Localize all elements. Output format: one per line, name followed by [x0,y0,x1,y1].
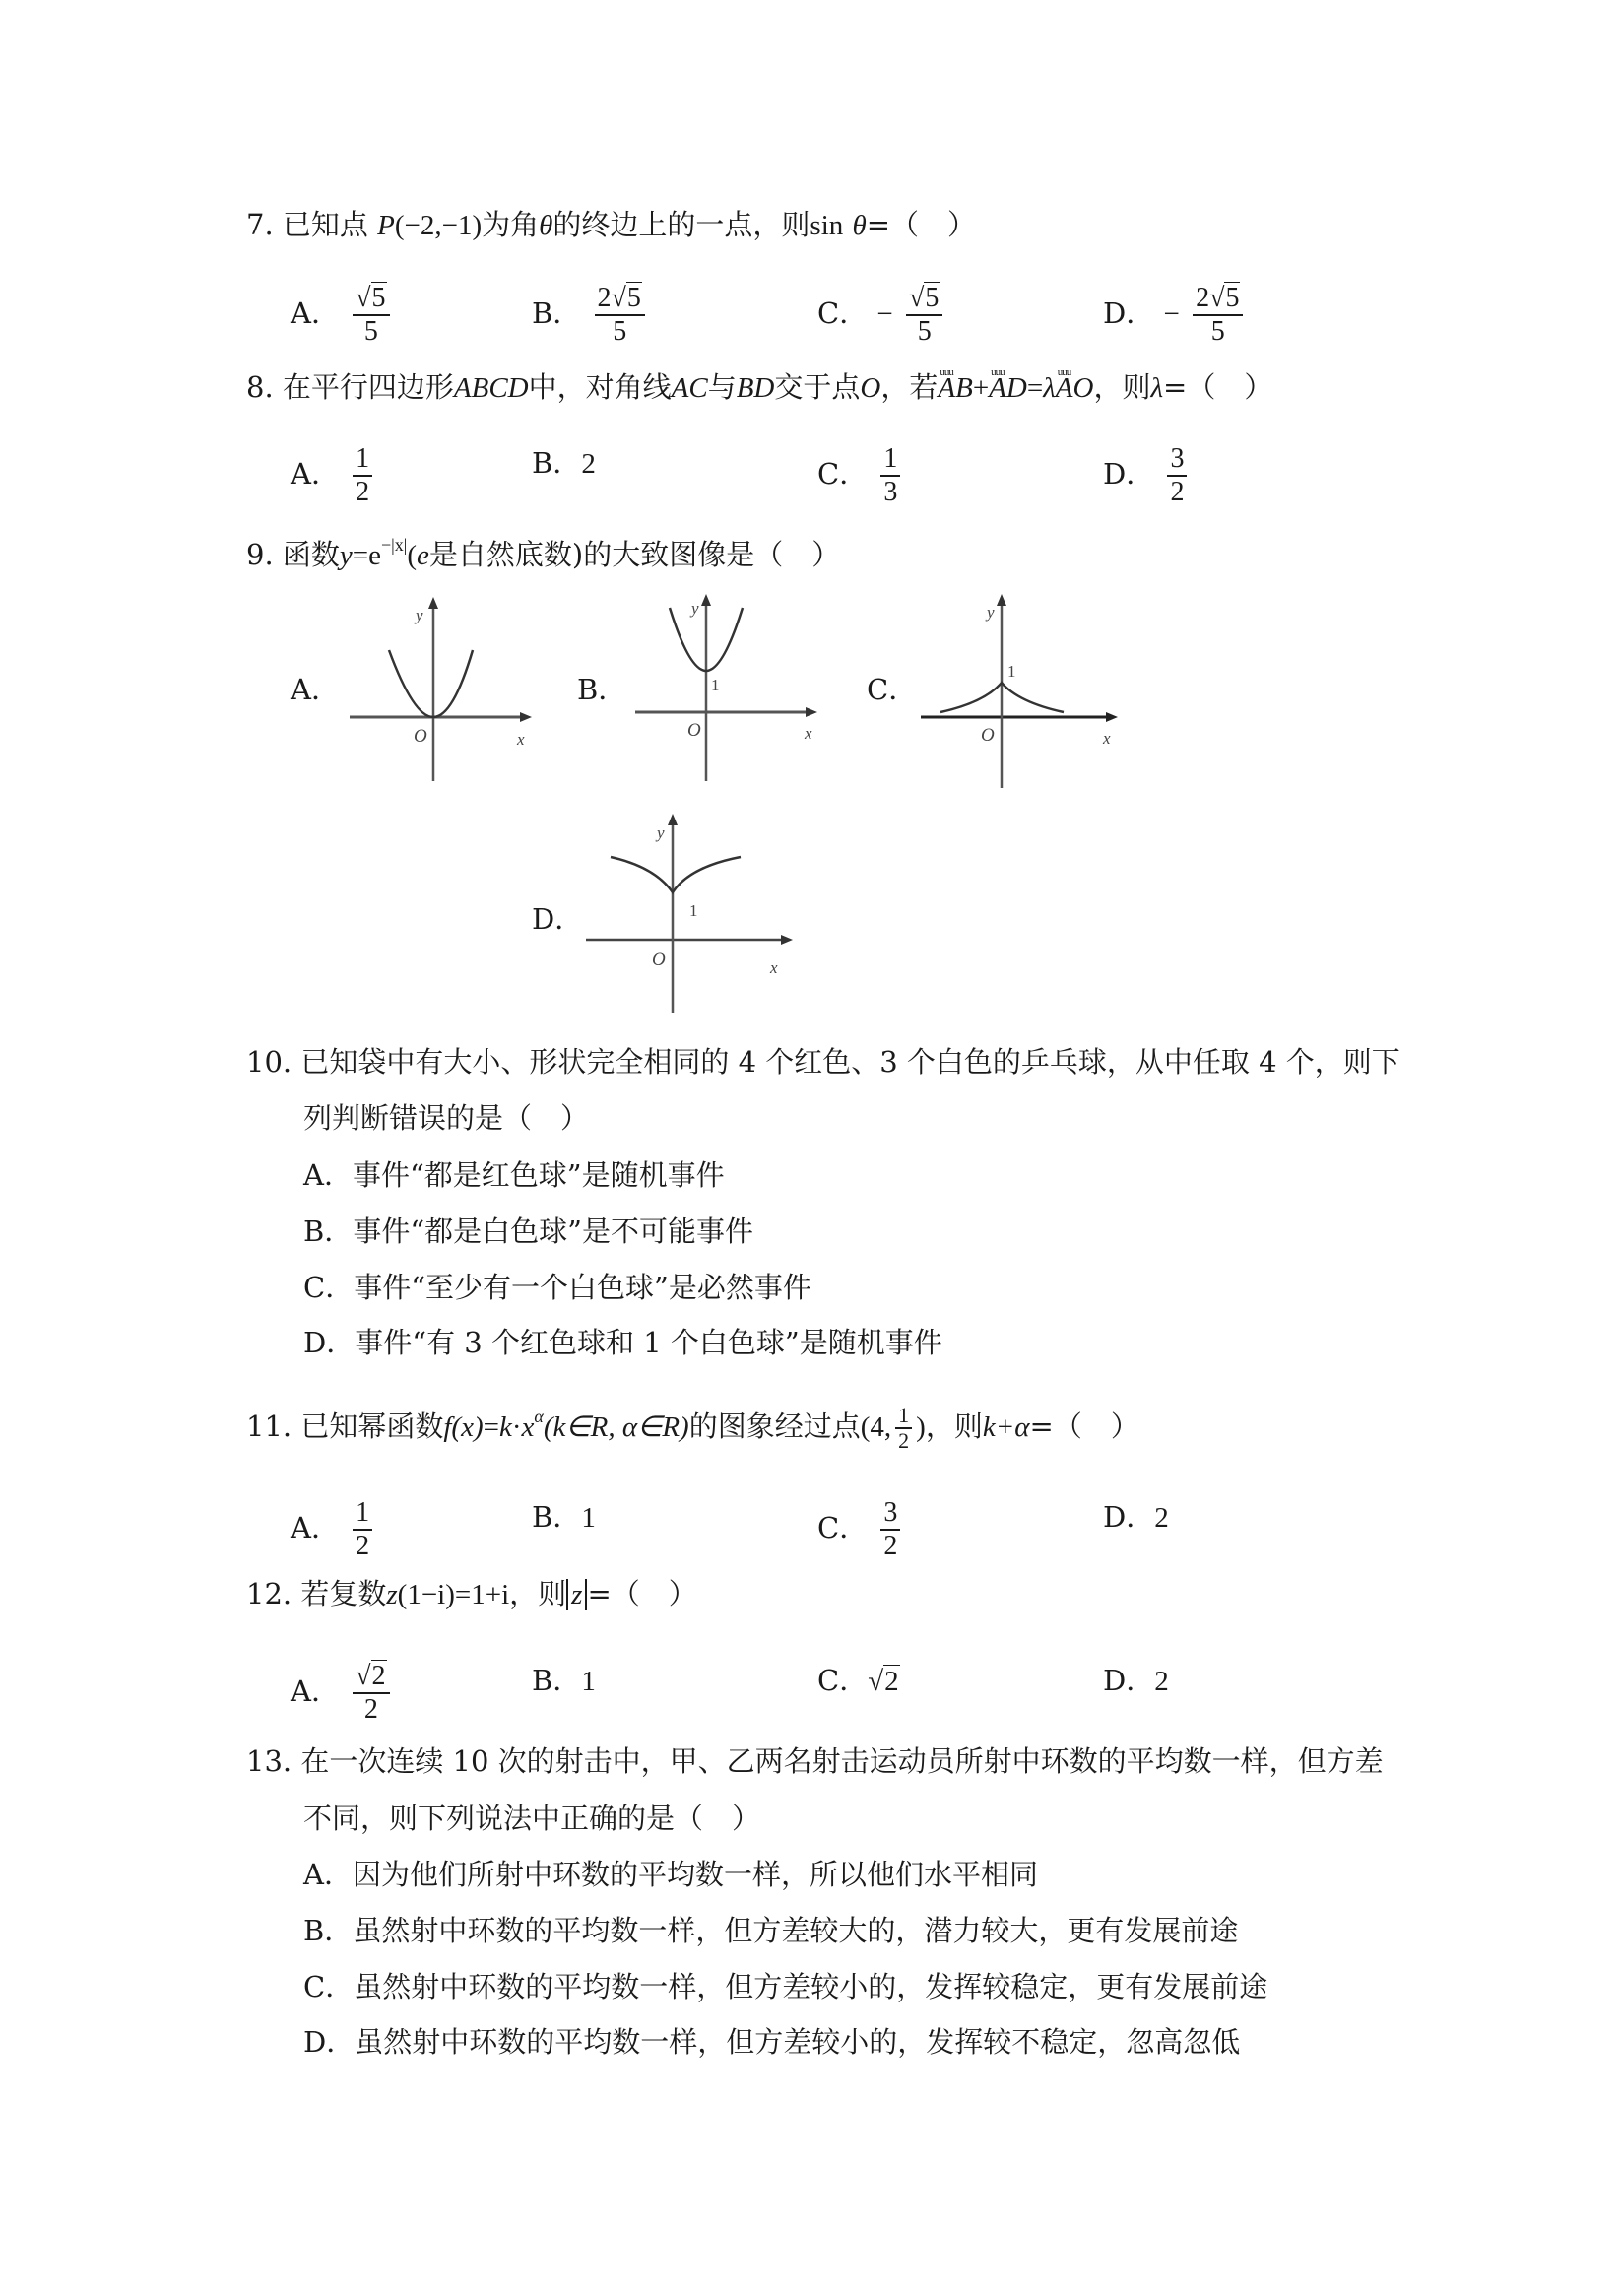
numerator: 1 [898,1403,910,1427]
fraction [895,1404,912,1453]
one-label: 1 [711,676,720,694]
q7-option-a[interactable] [291,283,394,348]
fraction: $\frac{√2}{2}$ [353,1661,389,1726]
operator: = [483,1411,499,1443]
graph-b[interactable] [630,586,827,787]
denominator: 2 [883,1531,898,1561]
origin-label: O [652,950,666,970]
stem-text: 在一次连续 10 次的射击中，甲、乙两名射击运动员所射中环数的平均数一样，但方差 [300,1744,1384,1778]
option-label: C． [817,457,869,491]
equation: (1−i)=1+i [397,1579,510,1610]
stem-text: 与 [707,370,737,404]
option-label: D． [1103,1664,1155,1697]
denominator: 2 [898,1428,910,1453]
y-label: y [691,599,699,618]
option-label: B． [532,446,582,480]
option-value: 2 [581,448,596,480]
radicand: 5 [626,283,641,313]
option-value: 2 [1154,1502,1169,1534]
vector-ad: uuu AD [989,368,1027,408]
radicand: 2 [884,1666,899,1697]
q12-option-d[interactable] [1103,1661,1169,1701]
question-number: 10. [246,1045,292,1079]
fraction: $\frac{2√5}{5}$ [595,283,645,348]
fraction: $\frac{√5}{5}$ [906,283,942,348]
question-9-stem [246,525,840,575]
option-text: 事件“都是白色球”是不可能事件 [353,1214,753,1248]
q11-option-a[interactable] [291,1497,376,1562]
function-name: sin [810,210,844,241]
coefficient: 2 [1196,283,1210,313]
sqrt: √2 [868,1666,899,1697]
q7-option-d[interactable] [1103,283,1247,348]
diagonal-name: BD [736,372,775,404]
stem-text: 已知点 [282,208,368,241]
option-value: 2 [1154,1666,1169,1697]
origin-label: O [414,726,427,747]
condition: (k∈R, α∈R) [543,1411,689,1443]
question-13-stem [246,1741,1384,1781]
stem-text: 为角 [482,208,540,241]
question-12-stem [246,1574,697,1614]
x-label: x [770,958,778,977]
option-label: B． [303,1914,354,1947]
option-text: 虽然射中环数的平均数一样，但方差较小的，发挥较稳定，更有发展前途 [354,1970,1268,2003]
question-number: 13. [246,1744,292,1778]
radicand: 5 [925,283,940,313]
vector-ab: uuu AB [938,368,972,408]
denominator: 5 [1210,316,1225,347]
graph-a[interactable] [345,589,542,790]
option-text: 事件“有 3 个红色球和 1 个白色球”是随机事件 [355,1326,942,1359]
q10-option-a[interactable] [303,1155,725,1195]
point-open: (4, [860,1411,892,1443]
question-number: 7. [246,208,274,241]
operator: + [972,372,990,404]
denominator: 5 [613,316,627,347]
q12-option-c[interactable] [817,1661,900,1701]
q12-option-a[interactable] [291,1661,394,1726]
base-e: e [368,540,382,571]
question-10-stem-cont: 列判断错误的是（ ） [303,1101,590,1135]
option-label: C． [817,1664,869,1697]
option-text: 因为他们所射中环数的平均数一样，所以他们水平相同 [352,1858,1038,1891]
q8-option-c[interactable] [817,443,904,508]
lambda-symbol: λ [1150,372,1164,404]
variable-y: y [339,540,353,571]
graph-d-label: D． [532,902,584,936]
stem-text: 已知幂函数 [300,1410,444,1443]
denominator: 2 [356,1531,370,1561]
option-label: C． [817,296,869,330]
y-axis-arrow [428,597,438,609]
x-axis-arrow [1106,712,1118,722]
diagonal-name: AC [671,372,708,404]
graph-c[interactable] [916,586,1133,797]
answer-blank: =（ ） [866,208,977,241]
question-11-stem [246,1397,1139,1453]
q13-option-d[interactable] [303,2022,1240,2062]
origin-label: O [687,720,701,741]
q8-option-b[interactable] [532,443,596,484]
option-label: C． [303,1271,355,1304]
function-fx: f(x) [443,1411,484,1443]
stem-text: 在平行四边形 [282,370,454,404]
option-text: 虽然射中环数的平均数一样，但方差较小的，发挥较不稳定，忽高忽低 [355,2025,1241,2059]
shape-name: ABCD [453,372,529,404]
question-7-stem [246,205,976,245]
denominator: 5 [363,316,378,347]
stem-text: 是自然底数)的大致图像是（ ） [428,538,841,571]
y-label: y [416,606,423,624]
y-label: y [987,603,995,622]
stem-text: 交于点 [774,370,861,404]
operator: = [1026,372,1044,404]
graph-d[interactable] [581,806,808,1021]
angle-symbol: θ [539,210,553,241]
graph-c-label: C． [867,673,918,706]
stem-text: ，若 [880,370,939,404]
option-label: D． [303,1326,356,1359]
variable-x: x [521,1411,535,1443]
q8-option-a[interactable] [291,443,376,508]
denominator: 2 [356,477,370,507]
option-label: C． [817,1511,869,1544]
stem-text: 已知袋中有大小、形状完全相同的 4 个红色、3 个白色的乒乓球，从中任取 4 个，则下 [300,1045,1400,1079]
answer-blank: =（ ） [1163,370,1273,404]
x-label: x [805,724,812,743]
q10-option-d[interactable] [303,1323,942,1362]
x-label: x [1103,729,1111,748]
q7-option-c[interactable] [817,283,946,348]
graph-a-label: A． [291,673,340,706]
stem-text: 的图象经过点 [688,1410,861,1443]
option-label: D． [1103,1500,1155,1534]
option-value: 1 [581,1666,596,1697]
point-coords: (−2,−1) [394,210,483,241]
fraction [353,1497,372,1562]
stem-text: 的终边上的一点，则 [552,208,810,241]
point-label: O [860,372,881,404]
graph-b-label: B． [577,673,627,706]
stem-text: ，则 [1093,370,1151,404]
stem-text: 中，对角线 [528,370,672,404]
constant-e: e [417,540,429,571]
q8-option-d[interactable] [1103,443,1191,508]
minus-sign: − [876,298,893,330]
numerator: 1 [883,443,898,474]
lambda-symbol: λ [1043,372,1056,404]
question-number: 11. [246,1410,292,1443]
option-label: A． [291,1511,340,1544]
option-label: A． [303,1158,353,1192]
option-label: A． [291,1674,340,1708]
q11-option-b[interactable] [532,1497,596,1538]
option-value: 1 [581,1502,596,1534]
abs-z: z [566,1579,587,1610]
x-axis-arrow [806,707,817,717]
numerator: 1 [356,443,370,474]
fraction [880,1497,900,1562]
option-label: D． [1103,296,1155,330]
coefficient: 2 [597,283,612,313]
option-text: 虽然射中环数的平均数一样，但方差较大的，潜力较大，更有发展前途 [353,1914,1239,1947]
variable-k: k [498,1411,512,1443]
option-label: A． [303,1858,353,1891]
vector-ao: uuu AO [1056,368,1094,408]
option-label: D． [303,2025,356,2059]
one-label: 1 [1007,662,1016,681]
option-label: B． [303,1214,354,1248]
sum-expr: k+α [982,1411,1030,1443]
q13-option-b[interactable] [303,1911,1238,1950]
fraction [1167,443,1187,508]
x-axis-arrow [520,712,532,722]
q12-option-b[interactable] [532,1661,596,1701]
q10-option-c[interactable] [303,1268,811,1307]
question-13-stem-cont: 不同，则下列说法中正确的是（ ） [303,1802,761,1835]
question-10-stem [246,1042,1400,1082]
y-axis-arrow [701,594,711,606]
angle-symbol: θ [852,210,867,241]
stem-text: ，则 [925,1410,983,1443]
curve [611,857,741,892]
fraction [880,443,900,508]
option-label: A． [291,457,340,491]
radicand: 5 [371,283,386,313]
stem-text: ，则 [509,1577,567,1610]
x-label: x [517,730,525,749]
one-label: 1 [689,901,698,920]
curve [389,650,473,717]
point-label: P [377,210,395,241]
option-text: 事件“都是红色球”是随机事件 [352,1158,725,1192]
radicand: 2 [371,1661,386,1691]
variable-z: z [386,1579,398,1610]
option-label: A． [291,296,340,330]
operator: = [352,540,369,571]
denominator: 2 [1170,477,1185,507]
answer-blank: =（ ） [587,1577,697,1610]
option-label: B． [532,1500,582,1534]
fraction: $\frac{2√5}{5}$ [1193,283,1243,348]
numerator: 3 [1170,443,1185,474]
stem-text: 若复数 [300,1577,387,1610]
minus-sign: − [1163,298,1180,330]
paren: ( [407,540,418,571]
origin-label: O [981,725,995,746]
option-label: D． [1103,457,1155,491]
option-label: C． [303,1970,355,2003]
option-label: B． [532,1664,582,1697]
exponent: −|x| [381,535,408,555]
question-8-stem [246,367,1272,408]
numerator: 1 [356,1497,370,1528]
fraction [353,443,372,508]
y-label: y [657,823,665,842]
stem-text: 函数 [282,538,340,571]
exponent-alpha: α [534,1407,544,1426]
question-number: 9. [246,538,274,571]
option-label: B． [532,296,582,330]
q13-option-a[interactable] [303,1855,1038,1894]
operator: · [511,1411,522,1443]
option-text: 事件“至少有一个白色球”是必然事件 [354,1271,811,1304]
radicand: 5 [1225,283,1240,313]
q13-option-c[interactable] [303,1967,1267,2006]
point-close: ) [916,1411,926,1443]
question-number: 12. [246,1577,292,1610]
denominator: 3 [883,477,898,507]
q7-option-b[interactable] [532,283,649,348]
question-number: 8. [246,370,274,404]
answer-blank: =（ ） [1029,1410,1139,1443]
fraction: $\frac{√5}{5}$ [353,283,389,348]
x-axis-arrow [781,935,793,945]
q10-option-b[interactable] [303,1212,753,1251]
q11-option-d[interactable] [1103,1497,1169,1538]
denominator: 5 [917,316,932,347]
y-axis-arrow [668,814,678,825]
denominator: 2 [363,1694,378,1725]
numerator: 3 [883,1497,898,1528]
q11-option-c[interactable] [817,1497,904,1562]
y-axis-arrow [997,594,1006,606]
